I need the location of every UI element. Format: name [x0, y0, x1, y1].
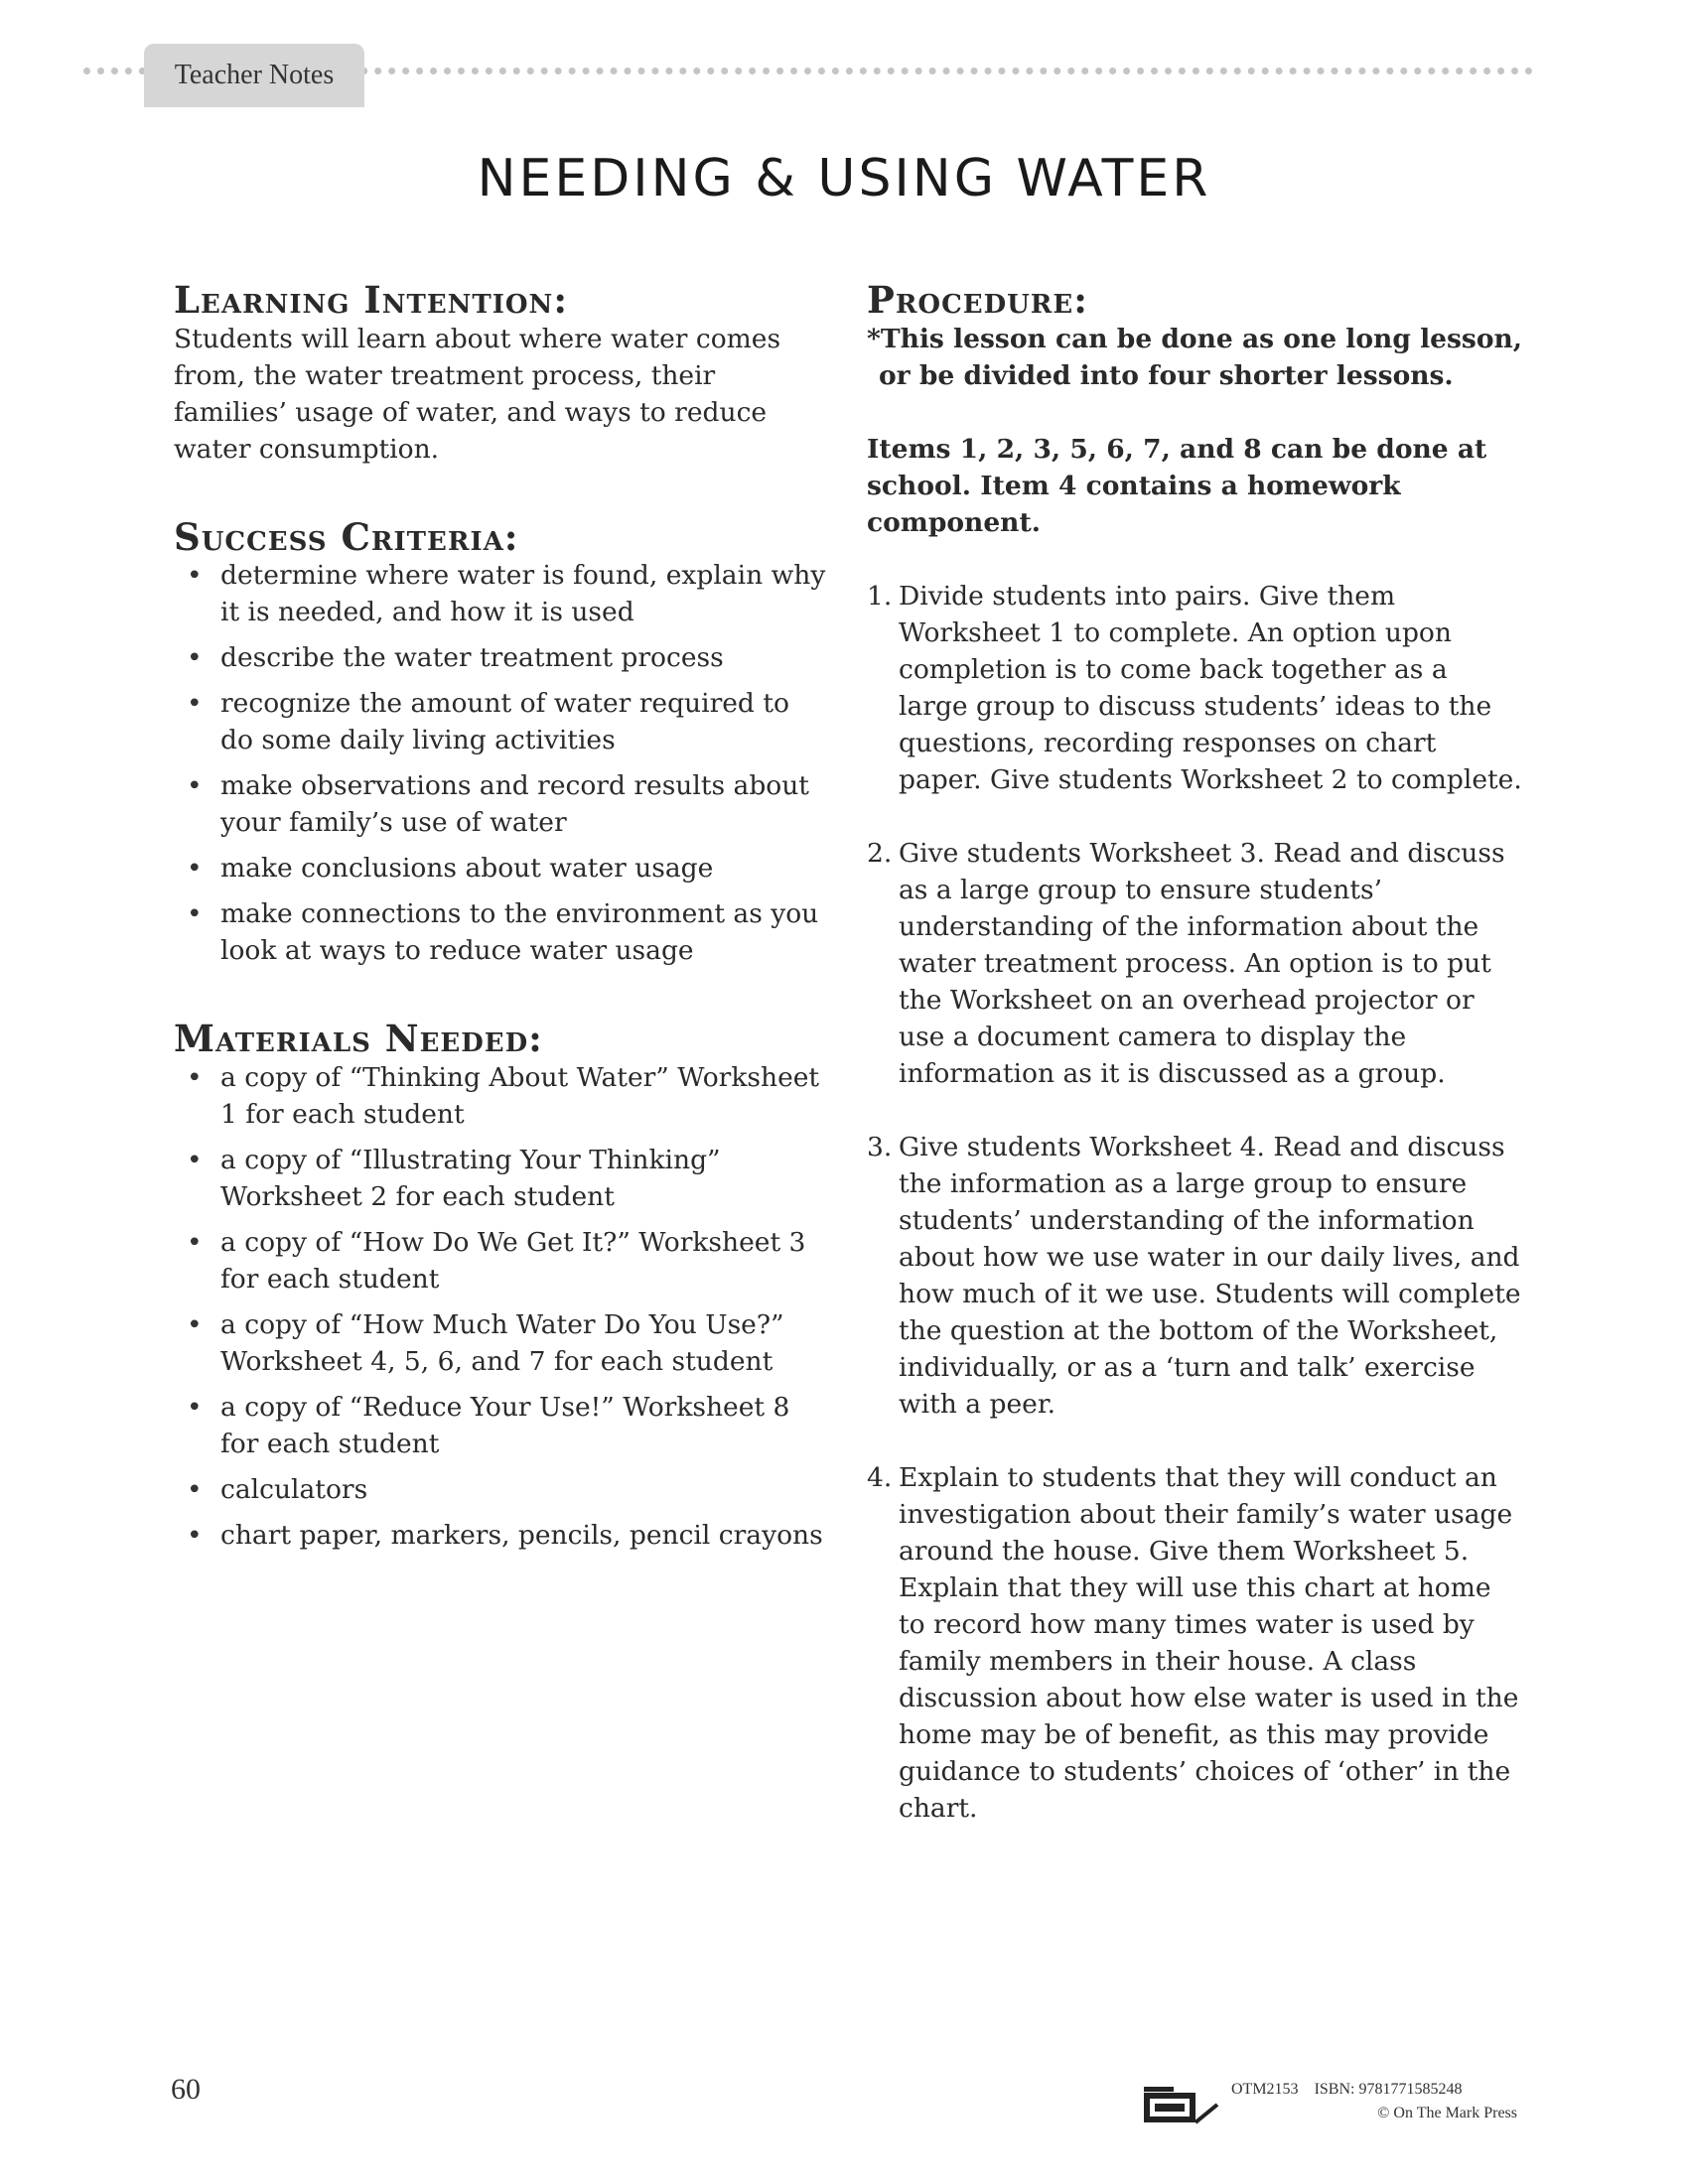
page-title: NEEDING & USING WATER: [477, 149, 1211, 208]
procedure-items-note: Items 1, 2, 3, 5, 6, 7, and 8 can be done at school. Item 4 contains a homework component.: [867, 433, 1487, 538]
procedure-heading: Procedure:: [867, 278, 1088, 322]
list-item: • a copy of “Reduce Your Use!” Worksheet 8 for each student: [174, 1389, 829, 1462]
procedure-step: [867, 578, 1524, 798]
success-criteria-section: [174, 514, 829, 970]
step-text: Explain to students that they will conduct an investigation about their family’s water usage around the house. Give them Worksheet 5. Explain that they will use this chart at home to record how many times water is used by family members in their house. A class discussion about how else water is used in the home may be of benefit, as this may provide guidance to students’ choices of ‘other’ in the chart.: [899, 1461, 1519, 1824]
materials-section: [174, 1019, 829, 1554]
procedure-steps: [867, 578, 1524, 1827]
procedure-step: [867, 1459, 1524, 1827]
success-criteria-heading: Success Criteria:: [174, 514, 519, 559]
learning-intention-heading: Learning Intention:: [174, 278, 568, 322]
procedure-step: [867, 1129, 1524, 1423]
list-item: • recognize the amount of water required to do some daily living activities: [174, 685, 829, 758]
step-number: 4.: [867, 1461, 893, 1493]
step-text: Give students Worksheet 4. Read and discuss the information as a large group to ensure students’ understanding of the information about how we use water in our daily lives, and how much of it we use. Students will complete the question at the bottom of the Worksheet, individually, or as a ‘turn and talk’ exercise with a peer.: [899, 1131, 1521, 1420]
list-item: • make conclusions about water usage: [174, 850, 829, 887]
learning-intention-text: Students will learn about where water comes from, the water treatment process, their families’ usage of water, and ways to reduce water consumption.: [174, 323, 781, 465]
procedure-step: [867, 835, 1524, 1092]
step-text: Divide students into pairs. Give them Worksheet 1 to complete. An option upon completion is to come back together as a large group to discuss students’ ideas to the questions, recording responses on chart paper. Give students Worksheet 2 to complete.: [899, 580, 1522, 795]
step-number: 3.: [867, 1131, 893, 1162]
on-the-mark-press-logo-icon: [1142, 2083, 1221, 2132]
footer-copyright: © On The Mark Press: [1377, 2105, 1517, 2121]
step-number: 2.: [867, 837, 893, 869]
list-item: • make observations and record results about your family’s use of water: [174, 767, 829, 841]
step-text: Give students Worksheet 3. Read and discuss as a large group to ensure students’ understanding of the information about the water treatment process. An option is to put the Worksheet on an overhead projector or use a document camera to display the information as it is discussed as a group.: [899, 837, 1505, 1089]
list-item: • describe the water treatment process: [174, 639, 829, 676]
materials-heading: Materials Needed:: [174, 1017, 543, 1061]
footer-code: OTM2153: [1231, 2081, 1299, 2098]
list-item: • make connections to the environment as you look at ways to reduce water usage: [174, 895, 829, 969]
right-column: [867, 280, 1524, 1863]
materials-list: [174, 1059, 829, 1554]
list-item: • a copy of “How Do We Get It?” Worksheet 3 for each student: [174, 1224, 829, 1297]
page-number: 60: [171, 2073, 201, 2106]
footer-isbn: ISBN: 9781771585248: [1314, 2081, 1463, 2098]
list-item: • a copy of “How Much Water Do You Use?” Worksheet 4, 5, 6, and 7 for each student: [174, 1306, 829, 1380]
list-item: • a copy of “Illustrating Your Thinking” Worksheet 2 for each student: [174, 1142, 829, 1215]
teacher-notes-tab: Teacher Notes: [144, 44, 364, 107]
left-column: [174, 280, 829, 1603]
list-item: • a copy of “Thinking About Water” Worksheet 1 for each student: [174, 1059, 829, 1133]
procedure-note: *This lesson can be done as one long lesson, or be divided into four shorter lessons.: [867, 323, 1523, 391]
list-item: • determine where water is found, explain why it is needed, and how it is used: [174, 557, 829, 630]
footer-code-line: [1231, 2078, 1517, 2102]
learning-intention-section: [174, 280, 829, 468]
footer-publisher-info: [1231, 2078, 1517, 2125]
success-criteria-list: [174, 557, 829, 969]
list-item: • calculators: [174, 1471, 829, 1508]
list-item: • chart paper, markers, pencils, pencil crayons: [174, 1517, 829, 1554]
step-number: 1.: [867, 580, 893, 612]
